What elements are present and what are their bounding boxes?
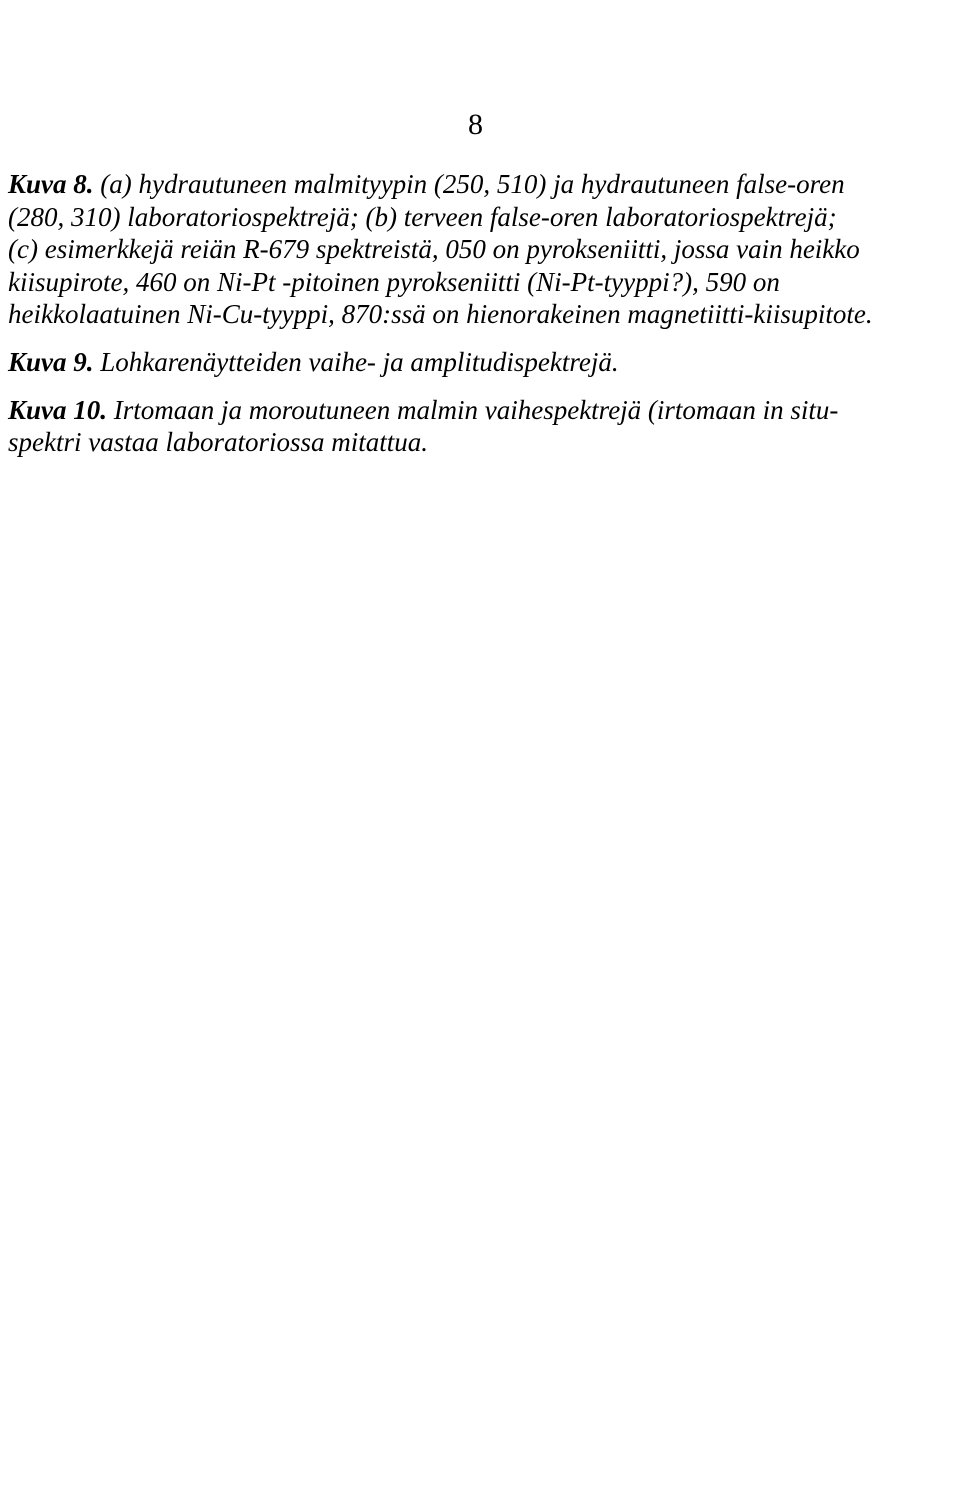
figure-captions (8, 168, 950, 459)
caption-line: Irtomaan ja moroutuneen malmin vaihespektrejä (irtomaan in situ- (107, 394, 839, 425)
caption-label: Kuva 10. (8, 394, 108, 425)
caption-label: Kuva 9. (8, 346, 94, 377)
caption-kuva-10 (8, 394, 950, 459)
caption-line: kiisupirote, 460 on Ni-Pt -pitoinen pyrokseniitti (Ni-Pt-tyyppi?), 590 on (8, 266, 780, 297)
caption-line: (280, 310) laboratoriospektrejä; (b) terveen false-oren laboratoriospektrejä; (8, 201, 837, 232)
page-number: 8 (468, 108, 483, 141)
caption-line: heikkolaatuinen Ni-Cu-tyyppi, 870:ssä on hienorakeinen magnetiitti-kiisupitote. (8, 299, 873, 330)
caption-kuva-9 (8, 346, 950, 379)
caption-line: Lohkarenäytteiden vaihe- ja amplitudispektrejä. (93, 346, 619, 377)
caption-kuva-8 (8, 168, 950, 331)
caption-line: (a) hydrautuneen malmityypin (250, 510) ja hydrautuneen false-oren (93, 169, 845, 199)
caption-label: Kuva 8. (8, 169, 94, 199)
caption-line: spektri vastaa laboratoriossa mitattua. (8, 427, 429, 458)
caption-line: (c) esimerkkejä reiän R-679 spektreistä, 050 on pyrokseniitti, jossa vain heikko (8, 234, 860, 265)
